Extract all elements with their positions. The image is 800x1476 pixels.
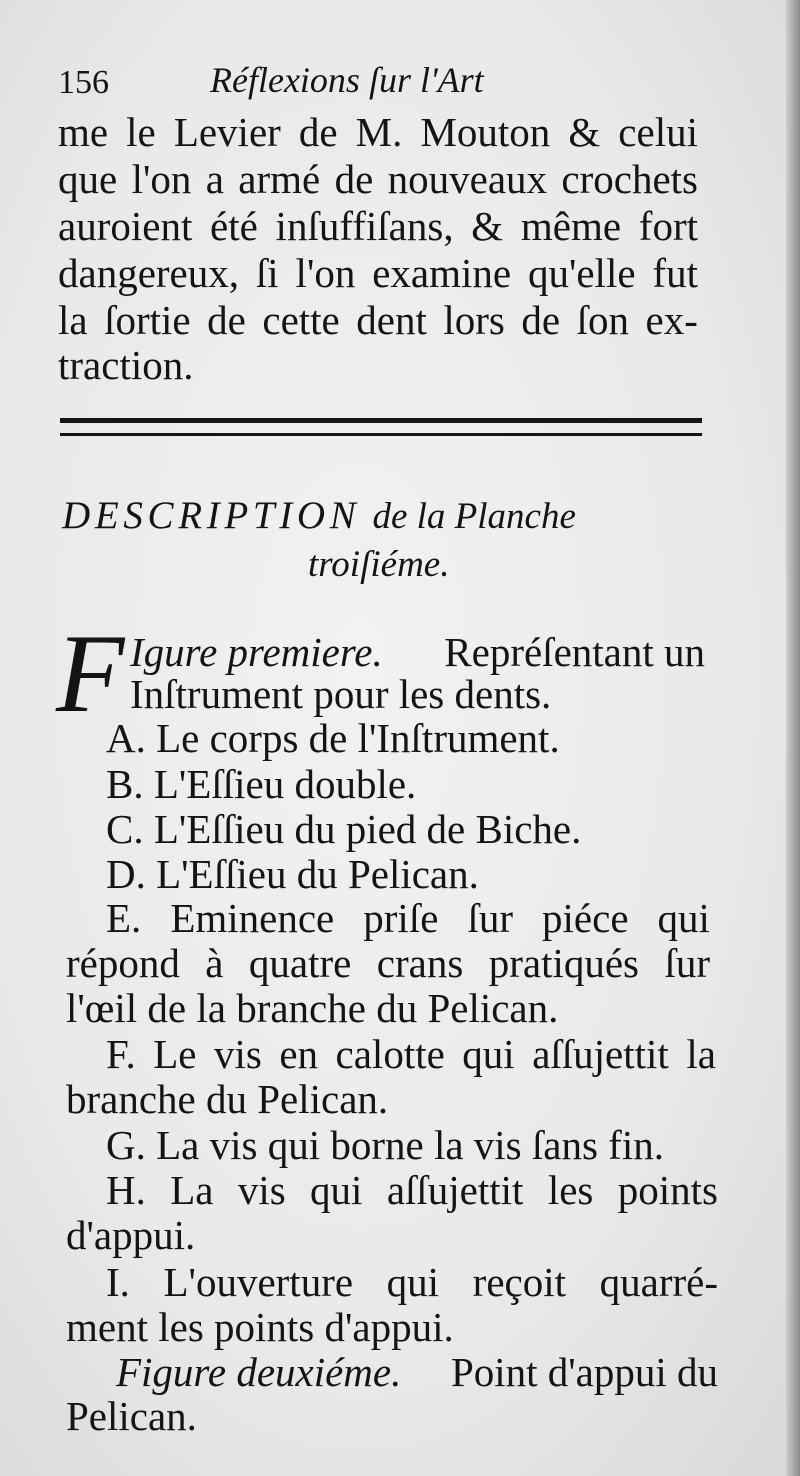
legend-item-f: F. Le vis en calotte qui aſſujettit la [106,1031,716,1077]
legend-item-g: G. La vis qui borne la vis ſans fin. [106,1122,664,1168]
figure1-text: Repréſentant un [444,629,705,675]
figure1-line1 [130,629,705,675]
legend-item-h-cont: d'appui. [66,1212,196,1258]
page-number: 156 [58,64,109,101]
section-title [62,496,710,535]
text-line: la ſortie de cette dent lors de ſon ex- [58,297,698,343]
legend-item-i-cont: ment les points d'appui. [66,1304,454,1350]
page-edge-shadow [786,0,800,1476]
legend-item-e-cont: l'œil de la branche du Pelican. [66,985,559,1031]
section-title-rest: de la Planche [372,496,576,537]
drop-cap: F [56,612,125,736]
legend-item-c: C. L'Eſſieu du pied de Biche. [106,806,582,852]
figure2-line2: Pelican. [66,1393,197,1439]
text-line: me le Levier de M. Mouton & celui [58,109,698,155]
text-line: auroient été inſuffiſans, & même fort [58,203,698,249]
running-title: Réflexions ſur l'Art [210,60,484,100]
figure1-label: Igure premiere. [130,629,383,675]
legend-item-i: I. L'ouverture qui reçoit quarré- [106,1259,718,1305]
legend-item-b: B. L'Eſſieu double. [106,761,417,807]
section-title-caps: DESCRIPTION [62,494,361,537]
text-line: dangereux, ſi l'on examine qu'elle fut [58,250,698,296]
text-line: traction. [58,342,194,388]
double-rule-bottom [60,433,702,436]
figure2-line1 [116,1349,718,1395]
legend-item-d: D. L'Eſſieu du Pelican. [106,851,479,897]
figure2-label: Figure deuxiéme. [116,1349,402,1395]
text-line: que l'on a armé de nouveaux crochets [58,156,698,202]
double-rule-top [60,418,702,423]
legend-item-h: H. La vis qui aſſujettit les points [106,1167,718,1213]
legend-item-e: E. Eminence priſe ſur piéce qui [106,895,710,941]
legend-item-f-cont: branche du Pelican. [66,1076,389,1122]
figure1-line2: Inſtrument pour les dents. [130,671,552,717]
legend-item-a: A. Le corps de l'Inſtrument. [106,715,560,761]
section-subtitle: troiſiéme. [308,544,450,585]
legend-item-e-cont: répond à quatre crans pratiqués ſur [66,940,710,986]
figure2-text: Point d'appui du [450,1349,718,1395]
